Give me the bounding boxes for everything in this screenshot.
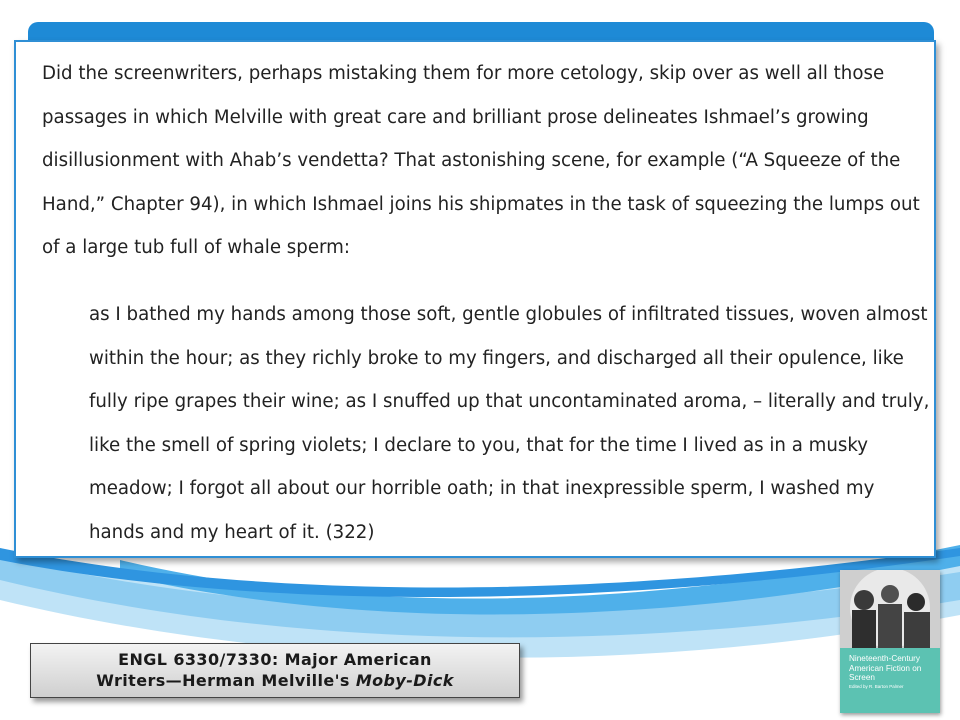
block-quote: as I bathed my hands among those soft, gentle globules of infiltrated tissues, woven almost within the hour; as they richly broke to my fingers, and discharged all their opulence, like fully ripe grapes their wine; as I snuffed up that uncontaminated aroma, – literally and truly, like the smell of spring violets; I declare to you, that for the time I lived as in a musky meadow; I forgot all about our horrible oath; in that inexpressible sperm, I washed my hands and my heart of it. (322) xyxy=(89,304,930,543)
course-title-label xyxy=(30,643,520,698)
course-title-prefix: Writers—Herman Melville's xyxy=(96,671,356,690)
body-paragraph: Did the screenwriters, perhaps mistaking them for more cetology, skip over as well all those passages in which Melville with great care and brilliant prose delineates Ishmael’s growing disillusionment with Ahab’s vendetta? That astonishing scene, for example (“A Squeeze of the Hand,” Chapter 94), in which Ishmael joins his shipmates in the task of squeezing the lumps out of a large tub full of whale sperm: xyxy=(42,63,920,258)
book-cover-image xyxy=(840,570,940,713)
course-title-line-1: ENGL 6330/7330: Major American xyxy=(118,650,432,669)
course-title-line-2 xyxy=(31,670,519,691)
book-cover-photo xyxy=(840,570,940,648)
book-cover-editor: Edited by R. Barton Palmer xyxy=(849,684,904,689)
novel-title: Moby-Dick xyxy=(355,671,454,690)
book-cover-title: Nineteenth-Century American Fiction on Screen xyxy=(849,654,922,682)
quote-panel xyxy=(14,40,936,558)
